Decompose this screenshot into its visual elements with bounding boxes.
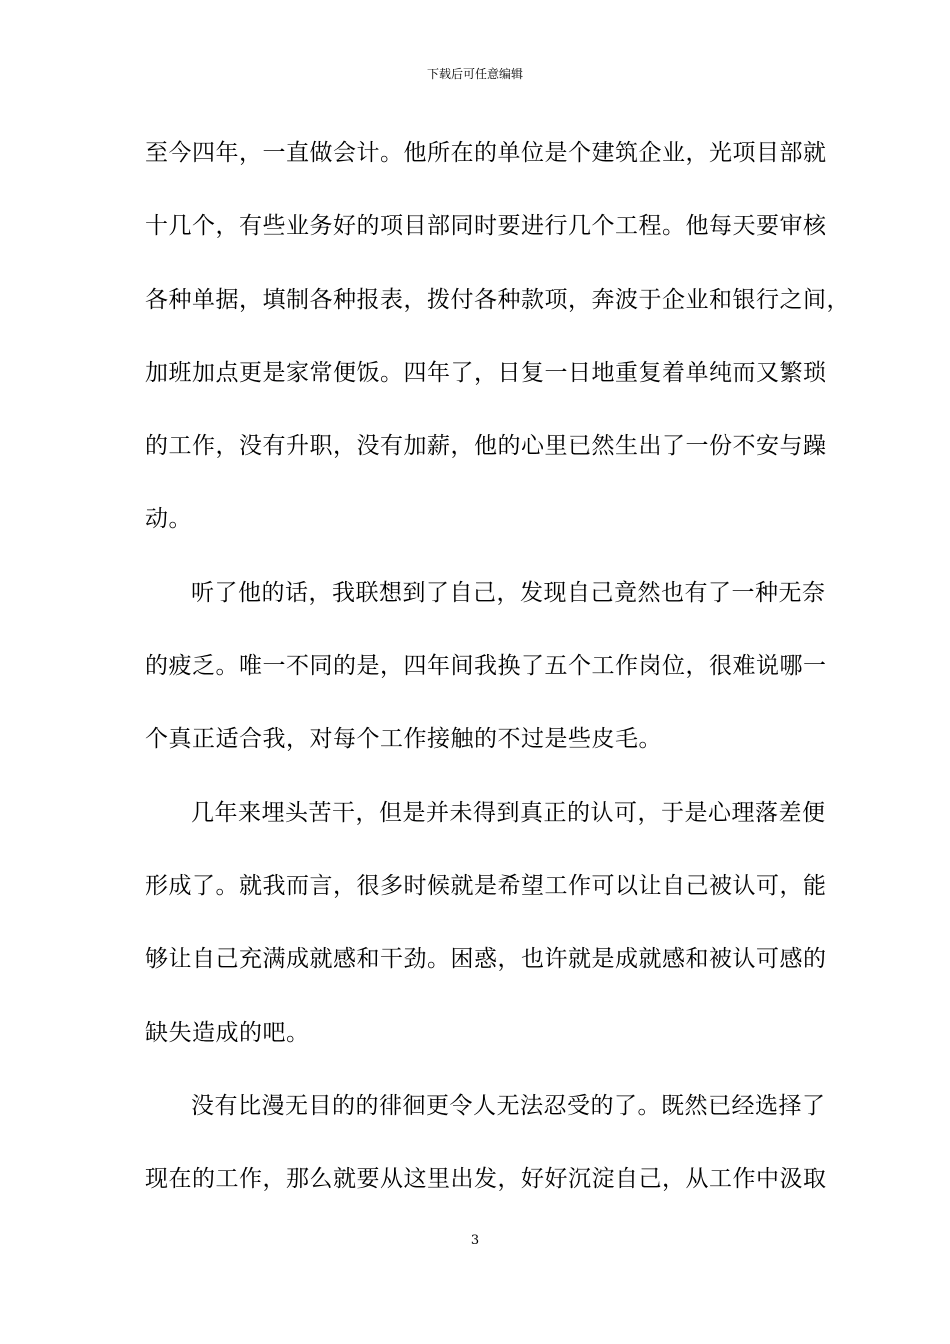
document-body — [145, 128, 850, 1227]
paragraph-first-line: 几年来埋头苦干，但是并未得到真正的认可，于是心理落差便 — [191, 799, 826, 826]
text-line: 个真正适合我，对每个工作接触的不过是些皮毛。 — [145, 726, 662, 753]
text-line: 动。 — [145, 506, 192, 533]
text-line: 十几个，有些业务好的项目部同时要进行几个工程。他每天要审核 — [145, 213, 827, 240]
text-line: 够让自己充满成就感和干劲。困惑，也许就是成就感和被认可感的 — [145, 946, 827, 973]
page-number: 3 — [470, 1233, 480, 1248]
text-line: 至今四年，一直做会计。他所在的单位是个建筑企业，光项目部就 — [145, 140, 827, 166]
paragraph-first-line: 听了他的话，我联想到了自己，发现自己竟然也有了一种无奈 — [191, 579, 826, 606]
page-header: 下载后可任意编辑 — [426, 67, 523, 81]
text-line: 的工作，没有升职，没有加薪，他的心里已然生出了一份不安与躁 — [145, 433, 827, 460]
text-line: 各种单据，填制各种报表，拨付各种款项，奔波于企业和银行之间， — [145, 286, 850, 313]
text-line: 加班加点更是家常便饭。四年了，日复一日地重复着单纯而又繁琐 — [145, 359, 827, 386]
text-line: 缺失造成的吧。 — [145, 1019, 310, 1046]
text-line: 形成了。就我而言，很多时候就是希望工作可以让自己被认可，能 — [145, 872, 827, 899]
text-line: 的疲乏。唯一不同的是，四年间我换了五个工作岗位，很难说哪一 — [145, 653, 827, 680]
text-line: 现在的工作，那么就要从这里出发，好好沉淀自己，从工作中汲取 — [145, 1166, 827, 1193]
paragraph-first-line: 没有比漫无目的的徘徊更令人无法忍受的了。既然已经选择了 — [191, 1092, 826, 1119]
